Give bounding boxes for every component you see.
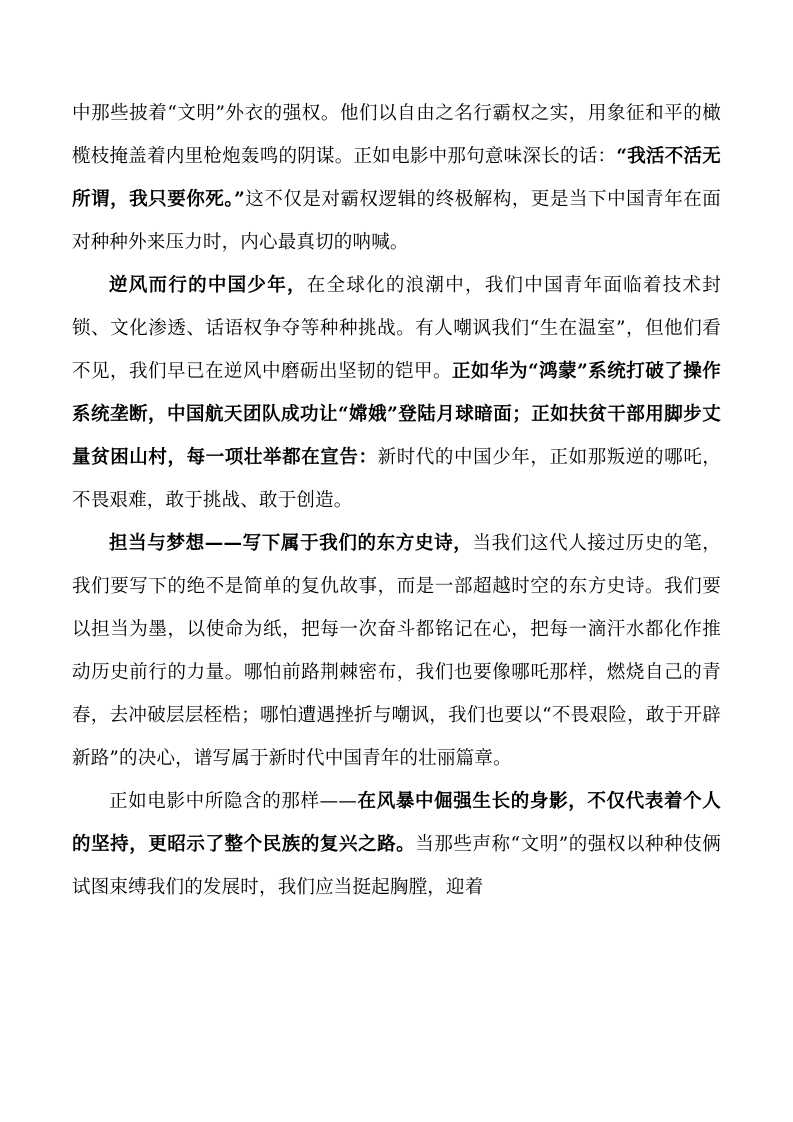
text-run: 当我们这代人接过历史的笔，我们要写下的绝不是简单的复仇故事，而是一部超越时空的东方史诗。我们要以担当为墨，以使命为纸，把每一次奋斗都铭记在心，把每一滴汗水都化作推动历史前行的力量。哪怕前路荆棘密布，我们也要像哪吒那样，燃烧自己的青春，去冲破层层桎梏；哪怕遭遇挫折与嘲讽，我们也要以“不畏艰险，敢于开辟新路”的决心，谱写属于新时代中国青年的壮丽篇章。: [72, 533, 721, 769]
text-run: 正如华为“鸿蒙”系统打破了操作系统垄断，中国航天团队成功让“嫦娥”登陆月球暗面；正如扶贫干部用脚步丈量贫困山村，每一项壮举都在宣告：: [72, 361, 721, 468]
text-run: 正如电影中所隐含的那样——: [109, 791, 358, 812]
document-body: [72, 92, 721, 909]
paragraph-3: [72, 522, 721, 780]
paragraph-1: [72, 92, 721, 264]
text-run: 担当与梦想——写下属于我们的东方史诗，: [109, 533, 473, 554]
text-run: “我活不活无所谓，我只要你死。”: [72, 146, 721, 210]
text-run: 在风暴中倔强生长的身影，不仅代表着个人的坚持，更昭示了整个民族的复兴之路。: [72, 791, 721, 855]
text-run: 在全球化的浪潮中，我们中国青年面临着技术封锁、文化渗透、话语权争夺等种种挑战。有人嘲讽我们“生在温室”，但他们看不见，我们早已在逆风中磨砺出坚韧的铠甲。: [72, 275, 721, 382]
text-run: 逆风而行的中国少年，: [109, 275, 307, 296]
text-run: 这不仅是对霸权逻辑的终极解构，更是当下中国青年在面对种种外来压力时，内心最真切的呐喊。: [72, 189, 721, 253]
paragraph-4: [72, 780, 721, 909]
text-run: 中那些披着“文明”外衣的强权。他们以自由之名行霸权之实，用象征和平的橄榄枝掩盖着内里枪炮轰鸣的阴谋。正如电影中那句意味深长的话：: [72, 103, 721, 167]
text-run: 新时代的中国少年，正如那叛逆的哪吒，不畏艰难，敢于挑战、敢于创造。: [72, 447, 722, 511]
paragraph-2: [72, 264, 721, 522]
text-run: 当那些声称“文明”的强权以种种伎俩试图束缚我们的发展时，我们应当挺起胸膛，迎着: [72, 834, 721, 898]
